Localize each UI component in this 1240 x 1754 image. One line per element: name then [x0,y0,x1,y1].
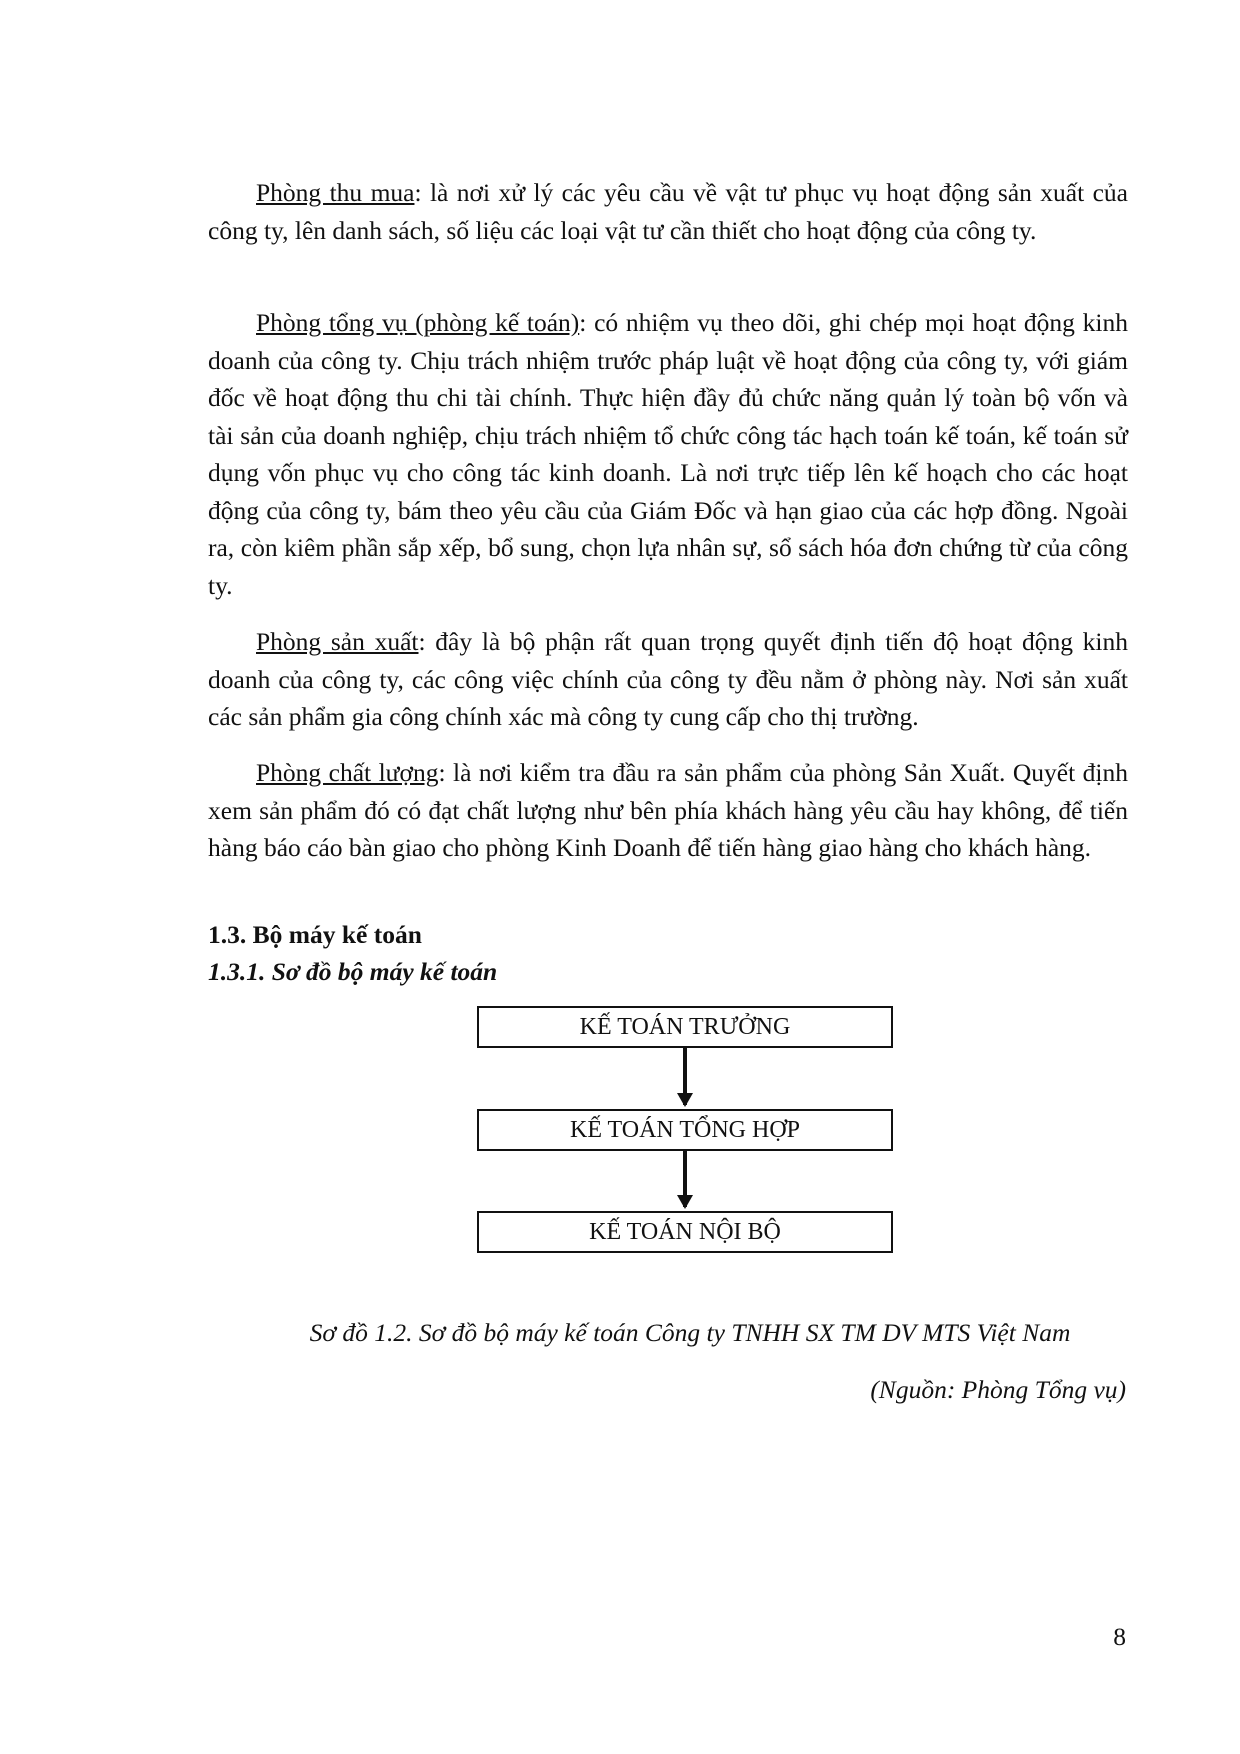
paragraph-body: : đây là bộ phận rất quan trọng quyết định tiến độ hoạt động kinh doanh của công ty, các công việc chính của công ty đều nằm ở phòng này. Nơi sản xuất các sản phẩm gia công chính xác mà công ty cung cấp cho thị trường. [208,627,1128,731]
subsection-heading: 1.3.1. Sơ đồ bộ máy kế toán [208,957,498,986]
paragraph-body: : là nơi xử lý các yêu cầu về vật tư phục vụ hoạt động sản xuất của công ty, lên danh sách, số liệu các loại vật tư cần thiết cho hoạt động của công ty. [208,178,1128,245]
paragraph-lead: Phòng chất lượng [256,758,439,787]
paragraph-lead: Phòng tổng vụ (phòng kế toán) [256,308,580,337]
org-node-general-accountant: KẾ TOÁN TỔNG HỢP [477,1109,893,1151]
paragraph-quality [208,754,1128,867]
paragraph-body: : là nơi kiểm tra đầu ra sản phẩm của phòng Sản Xuất. Quyết định xem sản phẩm đó có đạt chất lượng như bên phía khách hàng yêu cầu hay không, để tiến hàng báo cáo bàn giao cho phòng Kinh Doanh để tiến hàng giao hàng cho khách hàng. [208,758,1128,862]
down-arrow-icon [683,1151,687,1207]
page-number: 8 [1113,1622,1126,1651]
org-node-chief-accountant: KẾ TOÁN TRƯỞNG [477,1006,893,1048]
section-heading: 1.3. Bộ máy kế toán [208,920,422,949]
paragraph-body: : có nhiệm vụ theo dõi, ghi chép mọi hoạt động kinh doanh của công ty. Chịu trách nhiệm trước pháp luật về hoạt động của công ty, với giám đốc về hoạt động thu chi tài chính. Thực hiện đầy đủ chức năng quản lý toàn bộ vốn và tài sản của doanh nghiệp, chịu trách nhiệm tổ chức công tác hạch toán kế toán, kế toán sử dụng vốn phục vụ cho công tác kinh doanh. Là nơi trực tiếp lên kế hoạch cho các hoạt động của công ty, bám theo yêu cầu của Giám Đốc và hạn giao của các hợp đồng. Ngoài ra, còn kiêm phần sắp xếp, bổ sung, chọn lựa nhân sự, sổ sách hóa đơn chứng từ của công ty. [208,308,1128,600]
org-node-internal-accountant: KẾ TOÁN NỘI BỘ [477,1211,893,1253]
paragraph-production [208,623,1128,736]
paragraph-purchasing [208,174,1128,249]
diagram-caption: Sơ đồ 1.2. Sơ đồ bộ máy kế toán Công ty TNHH SX TM DV MTS Việt Nam [309,1318,1071,1347]
down-arrow-icon [683,1048,687,1105]
paragraph-lead: Phòng sản xuất [256,627,419,656]
diagram-source: (Nguồn: Phòng Tổng vụ) [870,1375,1126,1404]
paragraph-general-affairs [208,304,1128,604]
paragraph-lead: Phòng thu mua [256,178,415,207]
